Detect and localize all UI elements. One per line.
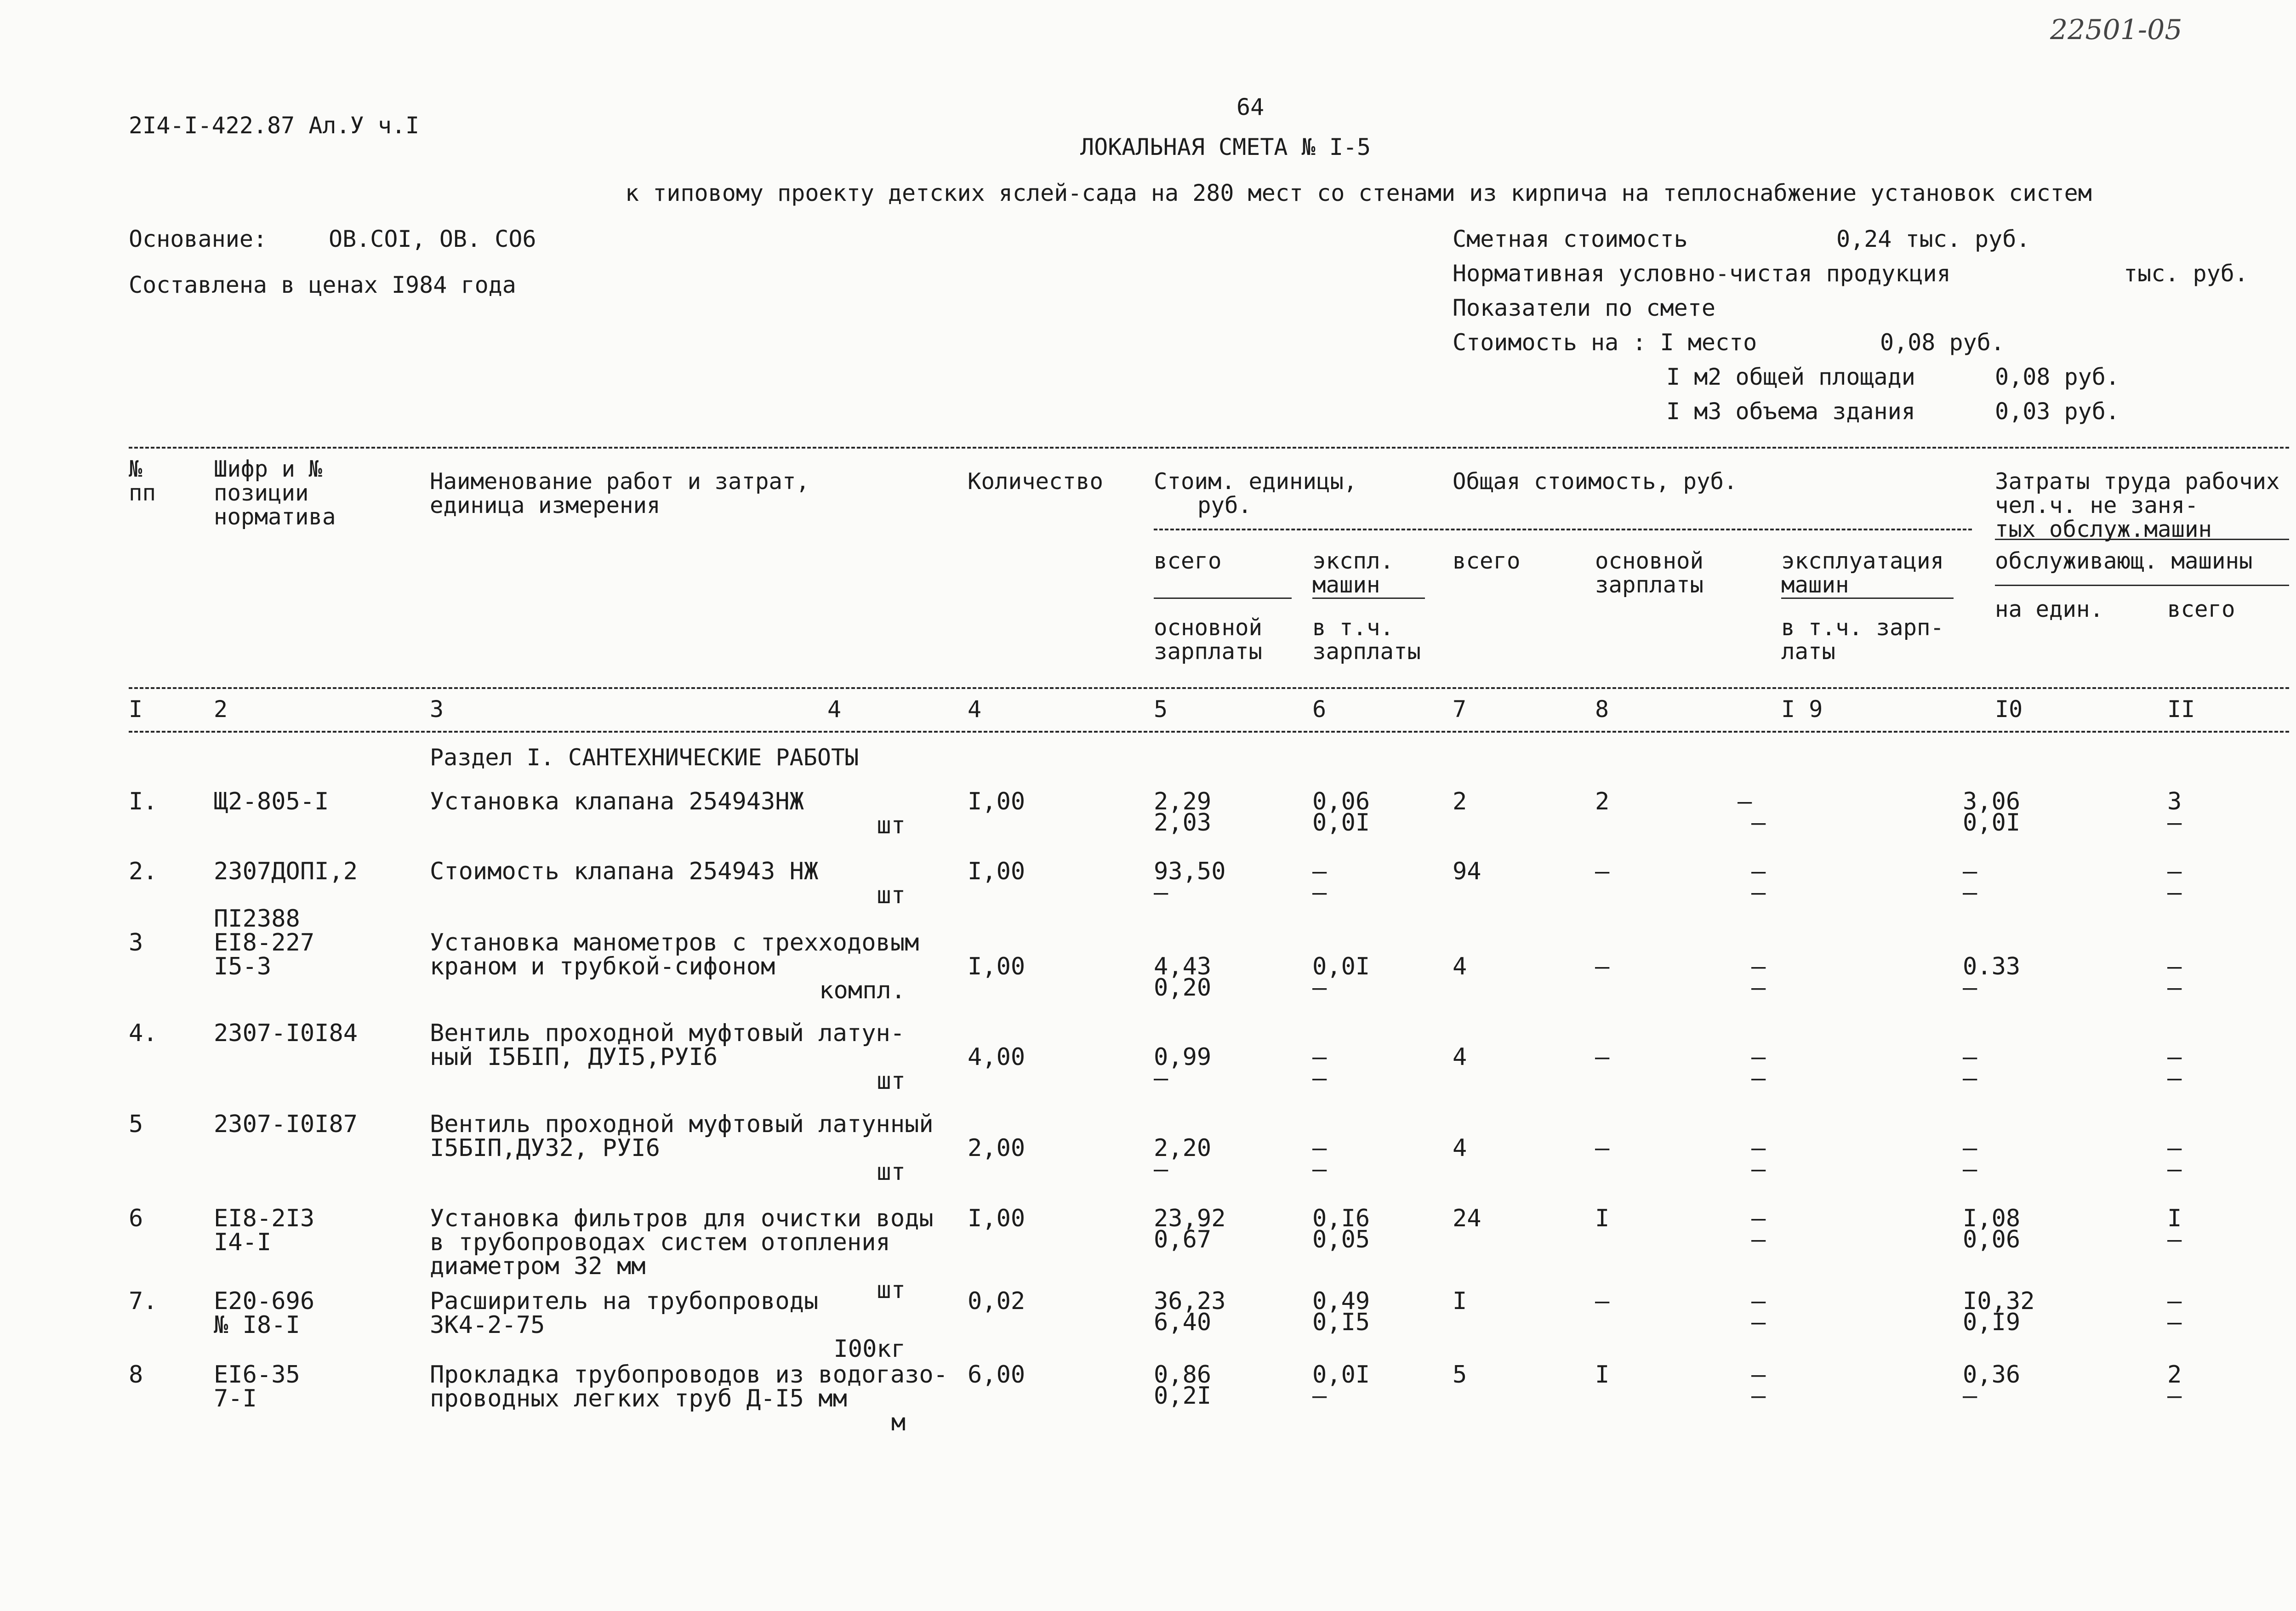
row-1-c11-a: 3: [2167, 788, 2182, 815]
row-6-code-2: I4-I: [214, 1229, 272, 1256]
row-3-c8: –: [1595, 953, 1610, 980]
row-3-code-3: I5-3: [214, 953, 272, 980]
row-1-c8: 2: [1595, 788, 1610, 815]
row-8-c10-b: –: [1963, 1382, 1977, 1410]
row-1-no: I.: [129, 788, 158, 815]
row-3-name-1: Установка манометров с трехходовым: [430, 929, 919, 956]
row-3-c5-b: 0,20: [1154, 974, 1212, 1002]
basis-value: ОВ.СОI, ОВ. СО6: [329, 226, 536, 252]
row-4-c10-a: –: [1963, 1043, 1977, 1071]
row-7-c6-a: 0,49: [1312, 1287, 1370, 1315]
row-6-c6-a: 0,I6: [1312, 1205, 1370, 1232]
row-2-qty: I,00: [968, 858, 1026, 885]
row-3-c10-b: –: [1963, 974, 1977, 1002]
row-3-c6-a: 0,0I: [1312, 953, 1370, 980]
row-4-c9-b: –: [1751, 1065, 1766, 1092]
row-5-c10-a: –: [1963, 1134, 1977, 1162]
row-1-c11-b: –: [2167, 809, 2182, 837]
row-7-c11-a: –: [2167, 1287, 2182, 1315]
row-6-c10-b: 0,06: [1963, 1226, 2021, 1253]
cost-per-m3-value: 0,03 руб.: [1995, 398, 2119, 425]
row-8-c5-a: 0,86: [1154, 1361, 1212, 1389]
row-4-c5-b: –: [1154, 1065, 1168, 1092]
row-1-c6-b: 0,0I: [1312, 809, 1370, 837]
row-6-name-3: диаметром 32 мм: [430, 1252, 646, 1280]
row-2-c6-b: –: [1312, 879, 1327, 906]
norm-output-label: Нормативная условно-чистая продукция: [1453, 260, 1951, 287]
header-name: Наименование работ и затрат, единица измерения: [430, 468, 810, 518]
row-8-code-1: ЕI6-35: [214, 1361, 300, 1389]
header-bottom-rule: [129, 687, 2289, 689]
page-title: ЛОКАЛЬНАЯ СМЕТА № I-5: [1080, 134, 1371, 160]
cost-per-m3-label: I м3 объема здания: [1666, 398, 1915, 425]
row-3-c7: 4: [1453, 953, 1467, 980]
row-7-code-1: Е20-696: [214, 1287, 315, 1315]
colnum-9: I 9: [1781, 696, 1823, 723]
row-6-no: 6: [129, 1205, 143, 1232]
row-5-no: 5: [129, 1110, 143, 1138]
row-5-c7: 4: [1453, 1134, 1467, 1162]
indicators-label: Показатели по смете: [1453, 295, 1715, 321]
row-2-c10-a: –: [1963, 858, 1977, 885]
row-4-c6-a: –: [1312, 1043, 1327, 1071]
header-total-mach: эксплуатация машин: [1781, 548, 1944, 598]
row-6-c10-a: I,08: [1963, 1205, 2021, 1232]
row-5-c11-b: –: [2167, 1156, 2182, 1183]
row-4-c10-b: –: [1963, 1065, 1977, 1092]
row-7-unit: I00кг: [833, 1335, 906, 1363]
section-title: Раздел I. САНТЕХНИЧЕСКИЕ РАБОТЫ: [430, 744, 859, 771]
row-1-c5-a: 2,29: [1154, 788, 1212, 815]
row-8-c11-b: –: [2167, 1382, 2182, 1410]
row-1-unit: шт: [877, 812, 906, 839]
row-3-name-2: краном и трубкой-сифоном: [430, 953, 775, 980]
document-code: 2I4-I-422.87 Ал.У ч.I: [129, 112, 420, 139]
row-1-c5-b: 2,03: [1154, 809, 1212, 837]
row-7-c9-a: –: [1751, 1287, 1766, 1315]
row-6-c9-a: –: [1751, 1205, 1766, 1232]
row-3-code-1: ПI2388: [214, 905, 300, 933]
page-subtitle: к типовому проекту детских яслей-сада на 280 мест со стенами из кирпича на теплоснабжение установок систем: [625, 180, 2092, 206]
row-2-c5-b: –: [1154, 879, 1168, 906]
row-4-qty: 4,00: [968, 1043, 1026, 1071]
header-unit-total: всего: [1154, 548, 1222, 574]
row-4-c11-b: –: [2167, 1065, 2182, 1092]
row-5-c9-b: –: [1751, 1156, 1766, 1183]
row-8-no: 8: [129, 1361, 143, 1389]
header-total-incl-wage: в т.ч. зарп- латы: [1781, 615, 1944, 665]
estimate-cost-value: 0,24 тыс. руб.: [1836, 226, 2030, 252]
row-1-name-1: Установка клапана 254943НЖ: [430, 788, 804, 815]
cost-per-m2-value: 0,08 руб.: [1995, 364, 2119, 390]
row-2-code-1: 2307ДОПI,2: [214, 858, 358, 885]
prices-line: Составлена в ценах I984 года: [129, 272, 516, 298]
header-labor-unit: на един.: [1995, 596, 2104, 622]
row-3-unit: компл.: [819, 977, 906, 1004]
colnum-1: I: [129, 696, 143, 723]
row-6-c6-b: 0,05: [1312, 1226, 1370, 1253]
row-6-c11-a: I: [2167, 1205, 2182, 1232]
unit-cost-subrule: [1154, 529, 1972, 530]
row-3-qty: I,00: [968, 953, 1026, 980]
row-7-c11-b: –: [2167, 1309, 2182, 1336]
row-2-c9-a: –: [1751, 858, 1766, 885]
estimate-cost-label: Сметная стоимость: [1453, 226, 1688, 252]
row-6-c5-b: 0,67: [1154, 1226, 1212, 1253]
cost-per-label: Стоимость на : I место: [1453, 329, 1757, 356]
colnum-6: 6: [1312, 696, 1327, 723]
row-2-c11-b: –: [2167, 879, 2182, 906]
colnum-5: 5: [1154, 696, 1168, 723]
colnum-10: I0: [1995, 696, 2023, 723]
row-7-c7: I: [1453, 1287, 1467, 1315]
row-5-c10-b: –: [1963, 1156, 1977, 1183]
row-4-name-1: Вентиль проходной муфтовый латун-: [430, 1019, 905, 1047]
row-7-c8: –: [1595, 1287, 1610, 1315]
row-3-c11-a: –: [2167, 953, 2182, 980]
row-8-c8: I: [1595, 1361, 1610, 1389]
colnum-4b: 4: [968, 696, 982, 723]
row-3-no: 3: [129, 929, 143, 956]
row-3-c5-a: 4,43: [1154, 953, 1212, 980]
row-5-c5-a: 2,20: [1154, 1134, 1212, 1162]
row-6-name-1: Установка фильтров для очистки воды: [430, 1205, 934, 1232]
row-5-c6-a: –: [1312, 1134, 1327, 1162]
colnum-2: 2: [214, 696, 228, 723]
row-4-name-2: ный I5БIП, ДУI5,РУI6: [430, 1043, 718, 1071]
row-4-c9-a: –: [1751, 1043, 1766, 1071]
row-7-c5-b: 6,40: [1154, 1309, 1212, 1336]
row-3-code-2: ЕI8-227: [214, 929, 315, 956]
row-5-c6-b: –: [1312, 1156, 1327, 1183]
row-8-c11-a: 2: [2167, 1361, 2182, 1389]
colnum-8: 8: [1595, 696, 1609, 723]
unit-total-underline: [1154, 598, 1292, 599]
row-8-c6-a: 0,0I: [1312, 1361, 1370, 1389]
row-1-c9-b: –: [1751, 809, 1766, 837]
header-labor-total: всего: [2167, 596, 2235, 622]
colnum-11: II: [2167, 696, 2195, 723]
header-unit-base-wage: основной зарплаты: [1154, 615, 1263, 665]
row-8-c5-b: 0,2I: [1154, 1382, 1212, 1410]
row-5-c11-a: –: [2167, 1134, 2182, 1162]
row-2-c7: 94: [1453, 858, 1481, 885]
row-8-qty: 6,00: [968, 1361, 1026, 1389]
row-7-code-2: № I8-I: [214, 1311, 300, 1339]
row-5-c5-b: –: [1154, 1156, 1168, 1183]
row-3-c10-a: 0.33: [1963, 953, 2021, 980]
row-1-c9-a: –: [1738, 788, 1752, 815]
row-4-no: 4.: [129, 1019, 158, 1047]
header-labor: Затраты труда рабочих чел.ч. не заня- тых обслуж.машин: [1995, 468, 2280, 542]
row-6-c11-b: –: [2167, 1226, 2182, 1253]
row-7-name-2: ЗК4-2-75: [430, 1311, 545, 1339]
header-labor-sub: обслуживающ. машины: [1995, 548, 2253, 574]
row-3-c9-b: –: [1751, 974, 1766, 1002]
header-total-all: всего: [1453, 548, 1521, 574]
row-5-c8: –: [1595, 1134, 1610, 1162]
row-8-c6-b: –: [1312, 1382, 1327, 1410]
row-4-c8: –: [1595, 1043, 1610, 1071]
header-code: Шифр и № позиции норматива: [214, 456, 336, 530]
row-7-qty: 0,02: [968, 1287, 1026, 1315]
row-2-c9-b: –: [1751, 879, 1766, 906]
row-7-c5-a: 36,23: [1154, 1287, 1226, 1315]
colnum-bottom-rule: [129, 731, 2289, 733]
row-5-qty: 2,00: [968, 1134, 1026, 1162]
row-5-unit: шт: [877, 1158, 906, 1186]
row-8-code-2: 7-I: [214, 1385, 257, 1412]
row-8-c7: 5: [1453, 1361, 1467, 1389]
row-2-c11-a: –: [2167, 858, 2182, 885]
row-1-code-1: Щ2-805-I: [214, 788, 329, 815]
row-1-c10-a: 3,06: [1963, 788, 2021, 815]
row-2-name-1: Стоимость клапана 254943 НЖ: [430, 858, 819, 885]
row-4-c11-a: –: [2167, 1043, 2182, 1071]
row-7-c9-b: –: [1751, 1309, 1766, 1336]
row-6-c7: 24: [1453, 1205, 1481, 1232]
table-top-rule: [129, 447, 2289, 449]
header-qty: Количество: [968, 468, 1104, 495]
row-4-c7: 4: [1453, 1043, 1467, 1071]
row-7-no: 7.: [129, 1287, 158, 1315]
header-total-cost: Общая стоимость, руб.: [1453, 468, 1738, 495]
row-7-name-1: Расширитель на трубопроводы: [430, 1287, 819, 1315]
row-2-no: 2.: [129, 858, 158, 885]
row-6-qty: I,00: [968, 1205, 1026, 1232]
row-5-name-2: I5БIП,ДУ32, РУI6: [430, 1134, 660, 1162]
row-2-c6-a: –: [1312, 858, 1327, 885]
row-8-c9-a: –: [1751, 1361, 1766, 1389]
row-3-c6-b: –: [1312, 974, 1327, 1002]
header-unit-cost: Стоим. единицы, руб.: [1154, 468, 1357, 518]
row-4-code-1: 2307-I0I84: [214, 1019, 358, 1047]
row-6-c8: I: [1595, 1205, 1610, 1232]
page-number: 64: [1236, 94, 1265, 120]
colnum-3: 3: [430, 696, 444, 723]
row-3-c9-a: –: [1751, 953, 1766, 980]
row-8-c9-b: –: [1751, 1382, 1766, 1410]
row-2-unit: шт: [877, 882, 906, 909]
cost-per-m2-label: I м2 общей площади: [1666, 364, 1915, 390]
row-1-c10-b: 0,0I: [1963, 809, 2021, 837]
header-unit-incl-wage: в т.ч. зарплаты: [1312, 615, 1421, 665]
row-6-name-2: в трубопроводах систем отопления: [430, 1229, 890, 1256]
colnum-7: 7: [1453, 696, 1467, 723]
row-3-c11-b: –: [2167, 974, 2182, 1002]
row-2-c8: –: [1595, 858, 1610, 885]
row-1-c7: 2: [1453, 788, 1467, 815]
header-no: № пп: [129, 456, 156, 506]
row-6-c9-b: –: [1751, 1226, 1766, 1253]
row-5-c9-a: –: [1751, 1134, 1766, 1162]
row-6-code-1: ЕI8-2I3: [214, 1205, 315, 1232]
row-7-c10-a: I0,32: [1963, 1287, 2035, 1315]
row-8-name-2: проводных легких труб Д-I5 мм: [430, 1385, 847, 1412]
row-5-name-1: Вентиль проходной муфтовый латунный: [430, 1110, 934, 1138]
colnum-4a: 4: [827, 696, 842, 723]
labor-sub-underline: [1995, 585, 2289, 586]
row-8-c10-a: 0,36: [1963, 1361, 2021, 1389]
header-unit-mach: экспл. машин: [1312, 548, 1394, 598]
row-1-c6-a: 0,06: [1312, 788, 1370, 815]
cost-per-place-value: 0,08 руб.: [1880, 329, 2005, 356]
row-1-qty: I,00: [968, 788, 1026, 815]
row-7-c6-b: 0,I5: [1312, 1309, 1370, 1336]
archive-stamp: 22501-05: [2050, 14, 2182, 46]
row-8-name-1: Прокладка трубопроводов из водогазо-: [430, 1361, 948, 1389]
row-2-c5-a: 93,50: [1154, 858, 1226, 885]
row-6-c5-a: 23,92: [1154, 1205, 1226, 1232]
row-7-c10-b: 0,I9: [1963, 1309, 2021, 1336]
row-5-code-1: 2307-I0I87: [214, 1110, 358, 1138]
basis-label: Основание:: [129, 226, 268, 252]
row-4-unit: шт: [877, 1067, 906, 1095]
header-total-base-wage: основной зарплаты: [1595, 548, 1704, 598]
row-2-c10-b: –: [1963, 879, 1977, 906]
norm-output-value: тыс. руб.: [2124, 260, 2248, 287]
row-8-unit: м: [891, 1409, 906, 1436]
row-6-unit: шт: [877, 1276, 906, 1304]
row-4-c6-b: –: [1312, 1065, 1327, 1092]
row-4-c5-a: 0,99: [1154, 1043, 1212, 1071]
